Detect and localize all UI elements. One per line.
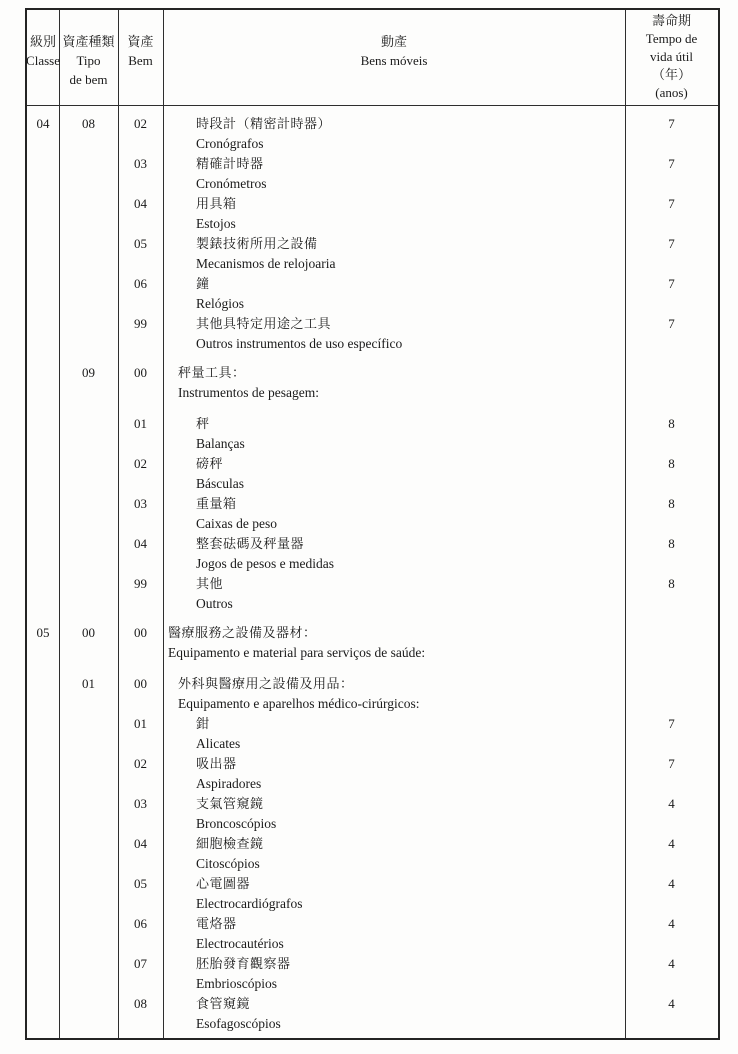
type-code-cell [59, 194, 118, 234]
type-code-cell [59, 794, 118, 834]
class-code-cell [27, 714, 59, 754]
description-cell [163, 994, 625, 1034]
asset-code-cell: 02 [134, 456, 147, 471]
header-type-zh: 資產種類 [62, 34, 115, 49]
class-code-cell: 05 [36, 625, 50, 640]
description-pt: Aspiradores [196, 776, 262, 791]
lifespan-value: 4 [668, 956, 675, 971]
lifespan-value: 8 [668, 416, 675, 431]
table-header [27, 10, 718, 105]
table-row [27, 954, 718, 994]
lifespan-value: 7 [668, 716, 675, 731]
asset-code-cell: 00 [134, 676, 147, 691]
asset-code-cell: 04 [134, 536, 147, 551]
description-zh: 細胞檢查鏡 [196, 836, 264, 851]
class-code-cell [27, 414, 59, 454]
header-movables-zh: 動產 [380, 34, 407, 49]
class-code-cell [27, 794, 59, 834]
header-lifespan-pt-anos: (anos) [655, 85, 688, 100]
header-class-pt: Classe [26, 53, 60, 68]
lifespan-value: 7 [668, 196, 675, 211]
table-row [27, 834, 718, 874]
lifespan-value: 7 [668, 236, 675, 251]
description-zh: 重量箱 [196, 496, 237, 511]
type-code-cell [59, 754, 118, 794]
description-pt: Outros [196, 596, 233, 611]
header-asset-pt: Bem [128, 53, 153, 68]
description-zh: 秤量工具： [178, 365, 246, 380]
type-code-cell: 09 [82, 365, 95, 380]
description-pt: Alicates [196, 736, 241, 751]
header-lifespan-zh-years: （年） [651, 67, 691, 82]
description-zh: 秤 [196, 416, 210, 431]
class-code-cell [27, 574, 59, 614]
lifespan-value: 7 [668, 116, 675, 131]
description-zh: 支氣管窺鏡 [196, 796, 264, 811]
description-zh: 其他具特定用途之工具 [196, 316, 332, 331]
type-code-cell [59, 414, 118, 454]
type-code-cell [59, 154, 118, 194]
description-cell [163, 154, 625, 194]
description-pt: Esofagoscópios [196, 1016, 281, 1031]
description-pt: Jogos de pesos e medidas [196, 556, 334, 571]
description-cell [163, 314, 625, 354]
description-pt: Balanças [196, 436, 245, 451]
description-cell [163, 954, 625, 994]
lifespan-value: 7 [668, 756, 675, 771]
description-cell [163, 534, 625, 574]
description-cell [163, 794, 625, 834]
description-zh: 整套砝碼及秤量器 [196, 536, 305, 551]
description-zh: 用具箱 [196, 196, 237, 211]
class-code-cell [27, 363, 59, 403]
description-pt: Relógios [196, 296, 245, 311]
header-asset-column [118, 10, 163, 105]
lifespan-value: 7 [668, 276, 675, 291]
description-cell [163, 574, 625, 614]
header-lifespan-zh: 壽命期 [651, 13, 691, 28]
asset-code-cell: 02 [134, 116, 147, 131]
table-row [27, 623, 718, 663]
description-cell [163, 363, 625, 403]
description-pt: Cronógrafos [196, 136, 264, 151]
description-zh: 鐘 [196, 276, 210, 291]
class-code-cell [27, 234, 59, 274]
class-code-cell [27, 674, 59, 714]
lifespan-value: 7 [668, 156, 675, 171]
asset-code-cell: 99 [134, 576, 147, 591]
class-code-cell [27, 914, 59, 954]
lifespan-value: 7 [668, 316, 675, 331]
description-cell [163, 874, 625, 914]
description-pt: Outros instrumentos de uso específico [196, 336, 403, 351]
header-type-pt-line1: Tipo [76, 53, 101, 68]
table-row [27, 234, 718, 274]
type-code-cell [59, 494, 118, 534]
class-code-cell [27, 154, 59, 194]
class-code-cell [27, 314, 59, 354]
table-row [27, 314, 718, 354]
description-pt: Equipamento e aparelhos médico-cirúrgicos: [178, 696, 420, 711]
class-code-cell [27, 754, 59, 794]
class-code-cell [27, 994, 59, 1034]
lifespan-value [625, 674, 718, 714]
lifespan-value: 8 [668, 496, 675, 511]
description-pt: Broncoscópios [196, 816, 277, 831]
asset-code-cell: 03 [134, 496, 147, 511]
description-zh: 磅秤 [196, 456, 224, 471]
description-zh: 精確計時器 [196, 156, 264, 171]
table-row [27, 494, 718, 534]
asset-code-cell: 08 [134, 996, 147, 1011]
description-pt: Estojos [196, 216, 236, 231]
description-zh: 製錶技術所用之設備 [196, 236, 318, 251]
description-zh: 醫療服務之設備及器材： [168, 625, 317, 640]
type-code-cell [59, 454, 118, 494]
description-pt: Caixas de peso [196, 516, 277, 531]
header-type-column [59, 10, 118, 105]
description-cell [163, 714, 625, 754]
header-lifespan-pt-line2: vida útil [650, 49, 693, 64]
lifespan-value: 8 [668, 536, 675, 551]
description-cell [163, 494, 625, 534]
type-code-cell [59, 834, 118, 874]
table-row [27, 914, 718, 954]
description-zh: 時段計（精密計時器） [196, 116, 332, 131]
description-pt: Electrocautérios [196, 936, 284, 951]
type-code-cell [59, 274, 118, 314]
asset-code-cell: 06 [134, 276, 147, 291]
class-code-cell [27, 274, 59, 314]
asset-code-cell: 07 [134, 956, 147, 971]
asset-code-cell: 03 [134, 796, 147, 811]
useful-life-table [25, 8, 720, 1040]
asset-code-cell: 00 [134, 625, 147, 640]
table-row [27, 454, 718, 494]
header-lifespan-column [625, 10, 718, 105]
description-pt: Electrocardiógrafos [196, 896, 303, 911]
asset-code-cell: 06 [134, 916, 147, 931]
type-code-cell: 01 [82, 676, 95, 691]
description-pt: Embrioscópios [196, 976, 277, 991]
type-code-cell [59, 994, 118, 1034]
description-zh: 心電圖器 [196, 876, 251, 891]
description-zh: 胚胎發育觀察器 [196, 956, 291, 971]
description-cell [163, 114, 625, 154]
header-lifespan-pt-line1: Tempo de [645, 31, 698, 46]
asset-code-cell: 05 [134, 236, 147, 251]
header-movables-pt: Bens móveis [360, 53, 428, 68]
table-row [27, 154, 718, 194]
description-pt: Mecanismos de relojoaria [196, 256, 336, 271]
type-code-cell [59, 954, 118, 994]
lifespan-value: 4 [668, 916, 675, 931]
lifespan-value: 8 [668, 576, 675, 591]
table-row [27, 534, 718, 574]
asset-code-cell: 05 [134, 876, 147, 891]
table-row [27, 194, 718, 234]
asset-code-cell: 99 [134, 316, 147, 331]
description-pt: Cronómetros [196, 176, 267, 191]
table-row [27, 674, 718, 714]
type-code-cell [59, 534, 118, 574]
lifespan-value: 8 [668, 456, 675, 471]
asset-code-cell: 00 [134, 365, 147, 380]
lifespan-value: 4 [668, 996, 675, 1011]
description-cell [163, 414, 625, 454]
type-code-cell: 00 [82, 625, 95, 640]
class-code-cell [27, 874, 59, 914]
description-pt: Instrumentos de pesagem: [178, 385, 319, 400]
class-code-cell: 04 [36, 116, 50, 131]
asset-code-cell: 04 [134, 836, 147, 851]
table-row [27, 363, 718, 403]
description-zh: 電烙器 [196, 916, 237, 931]
table-body [27, 106, 718, 1038]
description-zh: 鉗 [196, 716, 210, 731]
asset-code-cell: 03 [134, 156, 147, 171]
description-cell [163, 194, 625, 234]
class-code-cell [27, 834, 59, 874]
header-movables-column [163, 10, 625, 105]
asset-code-cell: 01 [134, 416, 147, 431]
lifespan-value [625, 623, 718, 663]
lifespan-value [625, 363, 718, 403]
header-class-zh: 級別 [29, 34, 56, 49]
asset-code-cell: 04 [134, 196, 147, 211]
class-code-cell [27, 194, 59, 234]
description-zh: 吸出器 [196, 756, 237, 771]
table-row [27, 874, 718, 914]
table-row [27, 754, 718, 794]
table-row [27, 794, 718, 834]
type-code-cell: 08 [82, 116, 95, 131]
header-asset-zh: 資產 [127, 34, 154, 49]
class-code-cell [27, 534, 59, 574]
description-pt: Equipamento e material para serviços de saúde: [168, 645, 426, 660]
table-row [27, 714, 718, 754]
table-row [27, 994, 718, 1034]
lifespan-value: 4 [668, 796, 675, 811]
description-cell [163, 674, 625, 714]
lifespan-value: 4 [668, 836, 675, 851]
table-row [27, 274, 718, 314]
description-zh: 食管窺鏡 [196, 996, 251, 1011]
description-pt: Básculas [196, 476, 244, 491]
table-row [27, 574, 718, 614]
description-cell [163, 234, 625, 274]
description-cell [163, 754, 625, 794]
type-code-cell [59, 574, 118, 614]
lifespan-value: 4 [668, 876, 675, 891]
type-code-cell [59, 314, 118, 354]
asset-code-cell: 01 [134, 716, 147, 731]
table-row [27, 414, 718, 454]
description-pt: Citoscópios [196, 856, 260, 871]
type-code-cell [59, 714, 118, 754]
description-cell [163, 914, 625, 954]
description-zh: 外科與醫療用之設備及用品： [178, 676, 354, 691]
description-cell [163, 834, 625, 874]
type-code-cell [59, 234, 118, 274]
description-cell [163, 274, 625, 314]
class-code-cell [27, 954, 59, 994]
table-row [27, 114, 718, 154]
description-cell [163, 454, 625, 494]
description-cell [163, 623, 625, 663]
description-zh: 其他 [196, 576, 224, 591]
type-code-cell [59, 874, 118, 914]
class-code-cell [27, 494, 59, 534]
header-type-pt-line2: de bem [69, 72, 108, 87]
asset-code-cell: 02 [134, 756, 147, 771]
type-code-cell [59, 914, 118, 954]
header-class-column [27, 10, 59, 105]
class-code-cell [27, 454, 59, 494]
